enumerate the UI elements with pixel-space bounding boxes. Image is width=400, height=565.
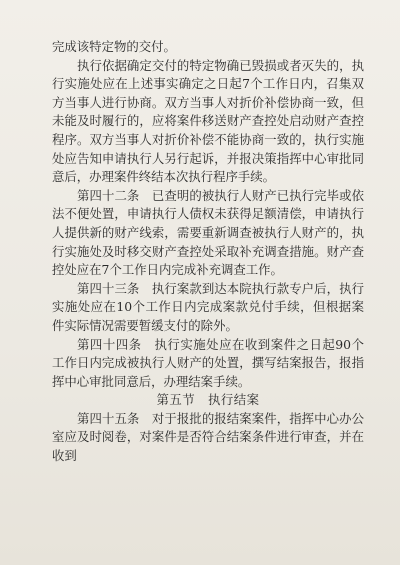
paragraph-item-loss: 执行依据确定交付的特定物确已毁损或者灭失的，执行实施处应在上述事实确定之日起7个工作日内，召集双方当事人进行协商。双方当事人对折价补偿协商一致，但未能及时履行的，应将案件移送财产查控处启动财产查控程序。双方当事人对折价补偿不能协商一致的，执行实施处应告知申请执行人另行起诉，并报决策指挥中心审批同意后，办理案件终结本次执行程序手续。 — [52, 57, 364, 185]
paragraph-continuation: 完成该特定物的交付。 — [52, 39, 176, 54]
article-45: 第四十五条 对于报批的报结案案件，指挥中心办公室应及时阅卷，对案件是否符合结案条件进行审查，并在收到 — [52, 410, 364, 464]
article-44: 第四十四条 执行实施处应在收到案件之日起90个工作日内完成被执行人财产的处置，撰写结案报告，报指挥中心审批同意后，办理结案手续。 — [52, 336, 364, 389]
article-42: 第四十二条 已查明的被执行人财产已执行完毕或依法不便处置，申请执行人债权未获得足额清偿，申请执行人提供新的财产线索，需要重新调查被执行人财产的，执行实施处及时移交财产查控处采取补充调查措施。财产查控处应在7个工作日内完成补充调查工作。 — [52, 187, 364, 278]
section-heading: 第五节 执行结案 — [156, 392, 260, 408]
article-43: 第四十三条 执行案款到达本院执行款专户后，执行实施处应在10个工作日内完成案款兑付手续，但根据案件实际情况需要暂缓支付的除外。 — [52, 280, 364, 333]
document-body — [52, 38, 364, 466]
